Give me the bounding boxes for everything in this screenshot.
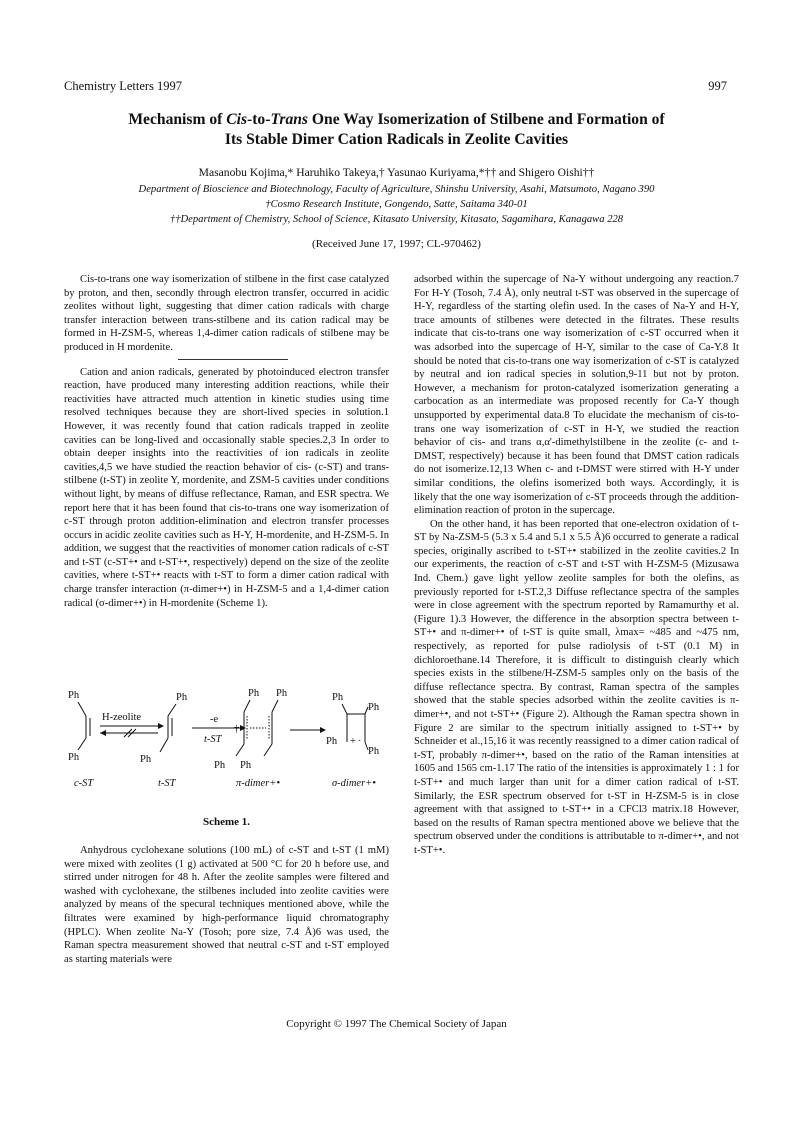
scheme-label-c-st: c-ST	[74, 778, 94, 789]
body-paragraph: adsorbed within the supercage of Na-Y without undergoing any reaction.7 For H-Y (Tosoh, 7.4 Å), only neutral t-ST was observed in the supercage of H-Y, regardless of the starting olefin used. In the cases of Na-Y and H-Y, trace amounts of stilbenes were detected in the filtrates. These results indicate that cis-to-trans one way isomerization of c-ST occurred when it was adsorbed into the supercage of H-Y, similar to the case of Ca-Y.8 It should be noted that cis-to-trans one way isomerization of c-ST is catalyzed by neutral and ion radical species in solution,9-11 but not by proton. However, a mechanism for proton-catalyzed isomerization generating a carbocation as an intermediate was proposed recently for Ca-Y though unsupported by experimental data.8 To elucidate the mechanism of cis-to-trans one way isomerization of c-ST in H-Y, we studied the reaction behavior of cis- and trans α,α'-dimethylstilbene in the zeolite (c- and t-DMST, respectively) because it has been found that DMST cation radicals do not isomerize.12,13 When c- and t-DMST were stirred with H-Y under similar conditions, the olefins isomerized both ways. Accordingly, it is likely that the one way isomerization of c-ST proceeds through the addition-elimination reaction of proton in the supercage.	[414, 274, 739, 517]
scheme-ph-label: Ph	[140, 754, 152, 765]
scheme-ph-label: Ph	[368, 746, 380, 757]
scheme-reagent-h-zeolite: H-zeolite	[102, 712, 142, 723]
scheme-ph-label: Ph	[68, 752, 80, 763]
scheme-reagent-t-st: t-ST	[204, 734, 222, 745]
body-paragraph: Cation and anion radicals, generated by photoinduced electron transfer reaction, have produced many interesting addition reactions, while their reactivities have attracted much attention in kinetic studies using time resolved techniques because they are short-lived species in solution.1 However, it was recently found that cation radicals trapped in zeolite cavities can be long-lived and occasionally stable species.2,3 In order to obtain deeper insights into the reactivities of ion radicals in zeolite cavities,4,5 we have studied the reaction behavior of cis- (c-ST) and trans-stilbene (t-ST) in zeolite Y, mordenite, and ZSM-5 cavities under conditions without light, by means of diffuse reflectance, Raman, and ESR spectra. We report here that it has been found that cis-to-trans one way isomerization of c-ST through proton addition-elimination and electron transfer processes occurs in acidic zeolite cavities such as H-Y, H-mordenite, and H-ZSM-5. In addition, we suggest that the reactivities of monomer cation radicals of c-ST and t-ST (c-ST+• and t-ST+•, respectively) depend on the size of the zeolite cavities, where t-ST+• reacts with t-ST to form a dimer cation radical with charge transfer interaction (π-dimer+•) in H-ZSM-5 and a 1,4-dimer cation radical (σ-dimer+•) in H-mordenite (Scheme 1).	[64, 366, 389, 609]
scheme-ph-label: Ph	[368, 702, 380, 713]
scheme-1-diagram	[64, 686, 389, 798]
body-paragraph: On the other hand, it has been reported that one-electron oxidation of t-ST by Na-ZSM-5 (5.3 x 5.4 and 5.1 x 5.5 Å)6 occurred to generate a radical species, originally ascribed to t-ST+• stabilized in the zeolite cavities.2 In our experiments, the reaction of c-ST and t-ST with H-ZSM-5 (Mizusawa Ind. Chem.) gave light yellow zeolite samples for both the olefins, as previously reported for t-ST.2,3 Diffuse reflectance spectra of the samples were in close agreement with the spectrum reported by Ramamurthy et al. (Figure 1).3 However, the difference in the absorption spectra between t-ST+• and π-dimer+• of t-ST is quite small, λmax= ~485 and ~475 nm, respectively, as reported for pulse radiolysis of t-ST (0.1 M) in dichloroethane.14 Therefore, it is difficult to distinguish clearly which species exists in the stilbene/H-ZSM-5 samples only on the basis of the diffuse reflectance spectra. By contrast, Raman spectra of the samples showed that the stable species adsorbed within the zeolite cavities is π-dimer+•, and not t-ST+• (Figure 2). Although the Raman spectra shown in Figure 2 are similar to the spectrum initially assigned to t-ST+• by Schneider et al.,15,16 it was recently reassigned to a dimer cation radical of t-ST, probably π-dimer+•, based on the ratio of the Raman intensities at 1605 and 1565 cm-1.17 The ratio of the intensities is approximately 1 : 1 for t-ST+• and much larger than unit for a dimer cation radical of t-ST. Similarly, the ESR spectrum observed for t-ST in H-ZSM-5 is in close agreement with that assigned to t-ST+• in a CFCl3 matrix.18 However, based on the results of Raman spectra mentioned above we believe that the spectrum observed under the conditions is attributable to π-dimer+•, and not t-ST+•.	[414, 518, 739, 856]
left-column-lower	[64, 844, 389, 966]
scheme-ph-label: Ph	[176, 692, 188, 703]
scheme-label-pi-dimer: π-dimer+•	[236, 778, 281, 789]
copyright-footer: Copyright © 1997 The Chemical Society of Japan	[286, 1018, 507, 1030]
abstract-divider	[178, 359, 288, 360]
scheme-label-sigma-dimer: σ-dimer+•	[332, 778, 376, 789]
scheme-label-t-st: t-ST	[158, 778, 176, 789]
right-column	[414, 273, 739, 858]
author-list: Masanobu Kojima,* Haruhiko Takeya,† Yasunao Kuriyama,*†† and Shigero Oishi††	[198, 166, 595, 179]
affiliation-1: Department of Bioscience and Biotechnology, Faculty of Agriculture, Shinshu University, Asahi, Matsumoto, Nagano 390	[138, 184, 655, 195]
scheme-ph-label: Ph	[276, 688, 288, 699]
scheme-ph-label: Ph	[68, 690, 80, 701]
page-number: 997	[708, 79, 727, 93]
body-paragraph: Anhydrous cyclohexane solutions (100 mL) of c-ST and t-ST (1 mM) were mixed with zeolites (1 g) activated at 500 °C for 20 h before use, and stirred under nitrogen for 48 h. After the zeolite samples were filtered and washed with cyclohexane, the stilbenes included into zeolite cavities were analyzed by means of the specural techniques mentioned above, while the filtrates were examined by high-performance liquid chromatography (HPLC). When zeolite Na-Y (Tosoh; pore size, 7.4 Å)6 was used, the Raman spectra measurement showed that neutral c-ST and t-ST employed as starting materials were	[64, 845, 389, 965]
left-column	[64, 273, 389, 610]
affiliation-2: †Cosmo Research Institute, Gongendo, Satte, Saitama 340-01	[265, 199, 528, 210]
scheme-dot: ·	[358, 736, 362, 747]
journal-name: Chemistry Letters 1997	[64, 79, 183, 93]
title-line-1: Mechanism of Cis-to-Trans One Way Isomerization of Stilbene and Formation of	[128, 111, 665, 128]
abstract: Cis-to-trans one way isomerization of stilbene in the first case catalyzed by proton, and then, secondly through electron transfer, occurred in acidic zeolites without light, suggesting that dimer cation radicals with charge transfer interaction between trans-stilbene and its cation radical may be formed in H-ZSM-5, whereas 1,4-dimer cation radicals of stilbene may be produced in H mordenite.	[64, 274, 389, 353]
scheme-reagent-minus-e: -e	[210, 714, 219, 725]
scheme-plus: +	[350, 736, 356, 747]
scheme-ph-label: Ph	[240, 760, 252, 771]
received-date: (Received June 17, 1997; CL-970462)	[312, 238, 481, 250]
scheme-caption: Scheme 1.	[202, 816, 251, 828]
scheme-ph-label: Ph	[248, 688, 260, 699]
scheme-ph-label: Ph	[332, 692, 344, 703]
title-line-2: Its Stable Dimer Cation Radicals in Zeolite Cavities	[224, 131, 569, 148]
scheme-ph-label: Ph	[214, 760, 226, 771]
affiliation-3: ††Department of Chemistry, School of Science, Kitasato University, Kitasato, Sagamihara, Kanagawa 228	[169, 214, 624, 225]
scheme-charge-plus: †	[234, 724, 240, 735]
article-title	[60, 110, 733, 150]
scheme-ph-label: Ph	[326, 736, 338, 747]
